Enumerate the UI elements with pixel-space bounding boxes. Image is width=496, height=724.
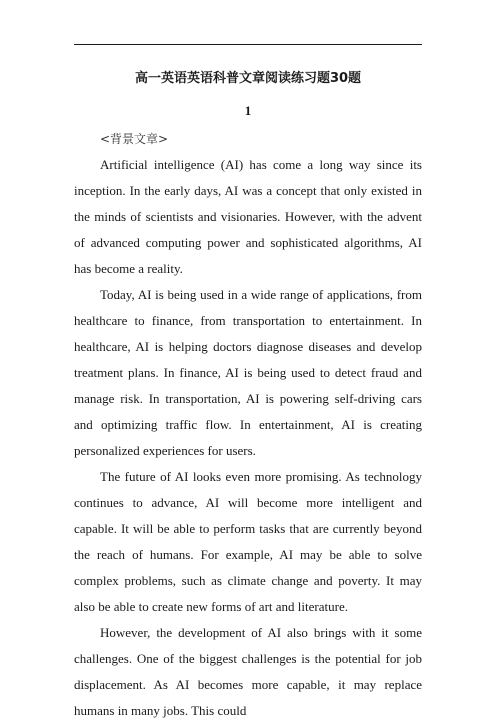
paragraph-4: However, the development of AI also brings with it some challenges. One of the biggest challenges is the potential for job displacement. As AI becomes more capable, it may replace humans in many jobs. This could [74, 625, 422, 718]
paragraph-2: Today, AI is being used in a wide range of applications, from healthcare to finance, from transportation to entertainment. In healthcare, AI is helping doctors diagnose diseases and develop treatment plans. In finance, AI is being used to detect fraud and manage risk. In transportation, AI is powering self-driving cars and optimizing traffic flow. In entertainment, AI is creating personalized experiences for users. [74, 287, 422, 458]
header-rule [74, 44, 422, 45]
document-title: 高一英语英语科普文章阅读练习题30题 [134, 71, 362, 86]
paragraph-1: Artificial intelligence (AI) has come a long way since its inception. In the early days, AI was a concept that only existed in the minds of scientists and visionaries. However, with the advent of advanced computing power and sophisticated algorithms, AI has become a reality. [74, 157, 422, 276]
section-number: 1 [244, 103, 252, 118]
passage-body [74, 126, 422, 724]
paragraph-3: The future of AI looks even more promising. As technology continues to advance, AI will become more intelligent and capable. It will be able to perform tasks that are currently beyond the reach of humans. For example, AI may be able to solve complex problems, such as climate change and poverty. It may also be able to create new forms of art and literature. [74, 469, 422, 614]
passage-label-text: <背景文章> [100, 132, 169, 146]
passage-label [74, 126, 422, 152]
